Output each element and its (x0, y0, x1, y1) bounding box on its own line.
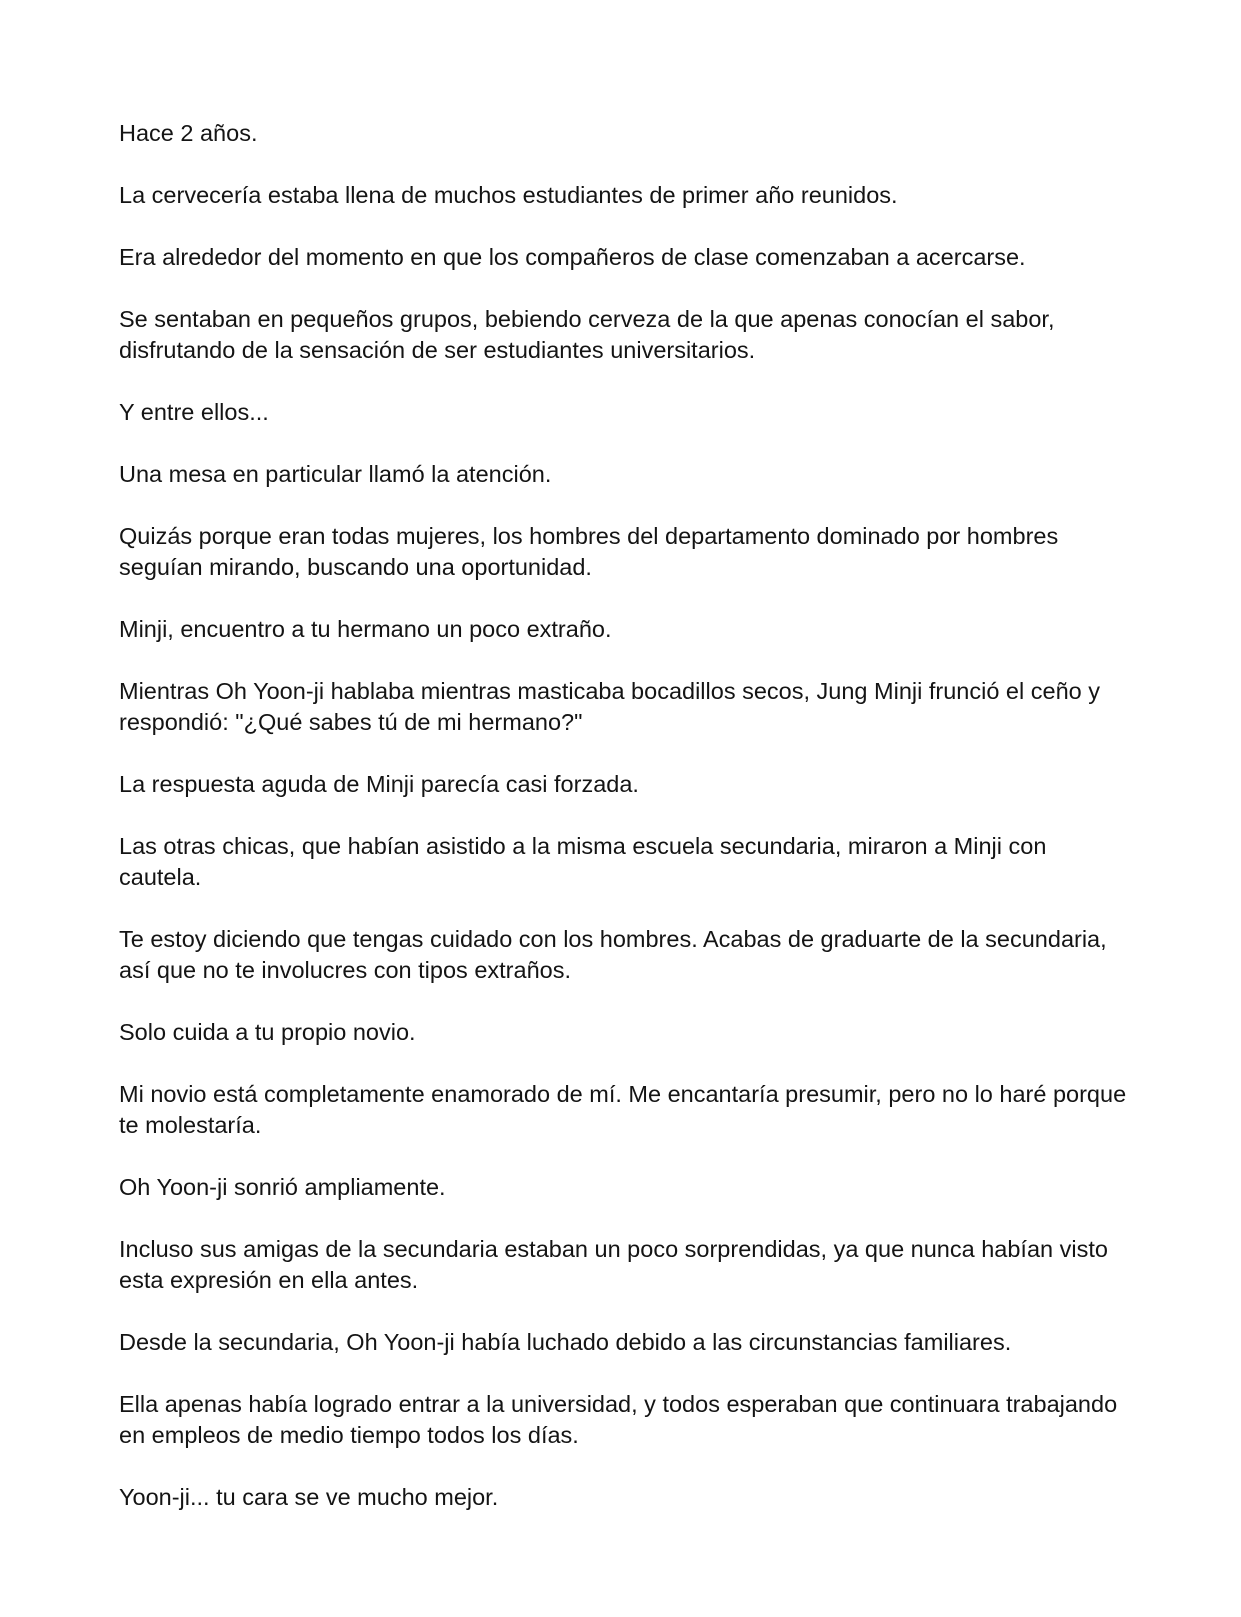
paragraph: Yoon-ji... tu cara se ve mucho mejor. (119, 1484, 499, 1510)
paragraph: Las otras chicas, que habían asistido a la misma escuela secundaria, miraron a Minji con cautela. (119, 833, 1047, 890)
document-body (119, 118, 1129, 1544)
paragraph: Minji, encuentro a tu hermano un poco extraño. (119, 616, 612, 642)
paragraph: Ella apenas había logrado entrar a la universidad, y todos esperaban que continuara trabajando en empleos de medio tiempo todos los días. (119, 1391, 1118, 1448)
paragraph: Incluso sus amigas de la secundaria estaban un poco sorprendidas, ya que nunca habían visto esta expresión en ella antes. (119, 1236, 1108, 1293)
paragraph: Era alrededor del momento en que los compañeros de clase comenzaban a acercarse. (119, 244, 1026, 270)
paragraph: Oh Yoon-ji sonrió ampliamente. (119, 1174, 446, 1200)
paragraph: Mientras Oh Yoon-ji hablaba mientras masticaba bocadillos secos, Jung Minji frunció el ceño y respondió: "¿Qué sabes tú de mi hermano?" (119, 678, 1100, 735)
paragraph: Una mesa en particular llamó la atención. (119, 461, 552, 487)
paragraph: La cervecería estaba llena de muchos estudiantes de primer año reunidos. (119, 182, 898, 208)
paragraph: Se sentaban en pequeños grupos, bebiendo cerveza de la que apenas conocían el sabor, disfrutando de la sensación de ser estudiantes universitarios. (119, 306, 1055, 363)
paragraph: Te estoy diciendo que tengas cuidado con los hombres. Acabas de graduarte de la secundaria, así que no te involucres con tipos extraños. (119, 926, 1107, 983)
paragraph: La respuesta aguda de Minji parecía casi forzada. (119, 771, 639, 797)
paragraph: Y entre ellos... (119, 399, 269, 425)
paragraph: Solo cuida a tu propio novio. (119, 1019, 416, 1045)
paragraph: Hace 2 años. (119, 120, 258, 146)
paragraph: Desde la secundaria, Oh Yoon-ji había luchado debido a las circunstancias familiares. (119, 1329, 1012, 1355)
paragraph: Quizás porque eran todas mujeres, los hombres del departamento dominado por hombres seguían mirando, buscando una oportunidad. (119, 523, 1059, 580)
paragraph: Mi novio está completamente enamorado de mí. Me encantaría presumir, pero no lo haré porque te molestaría. (119, 1081, 1127, 1138)
